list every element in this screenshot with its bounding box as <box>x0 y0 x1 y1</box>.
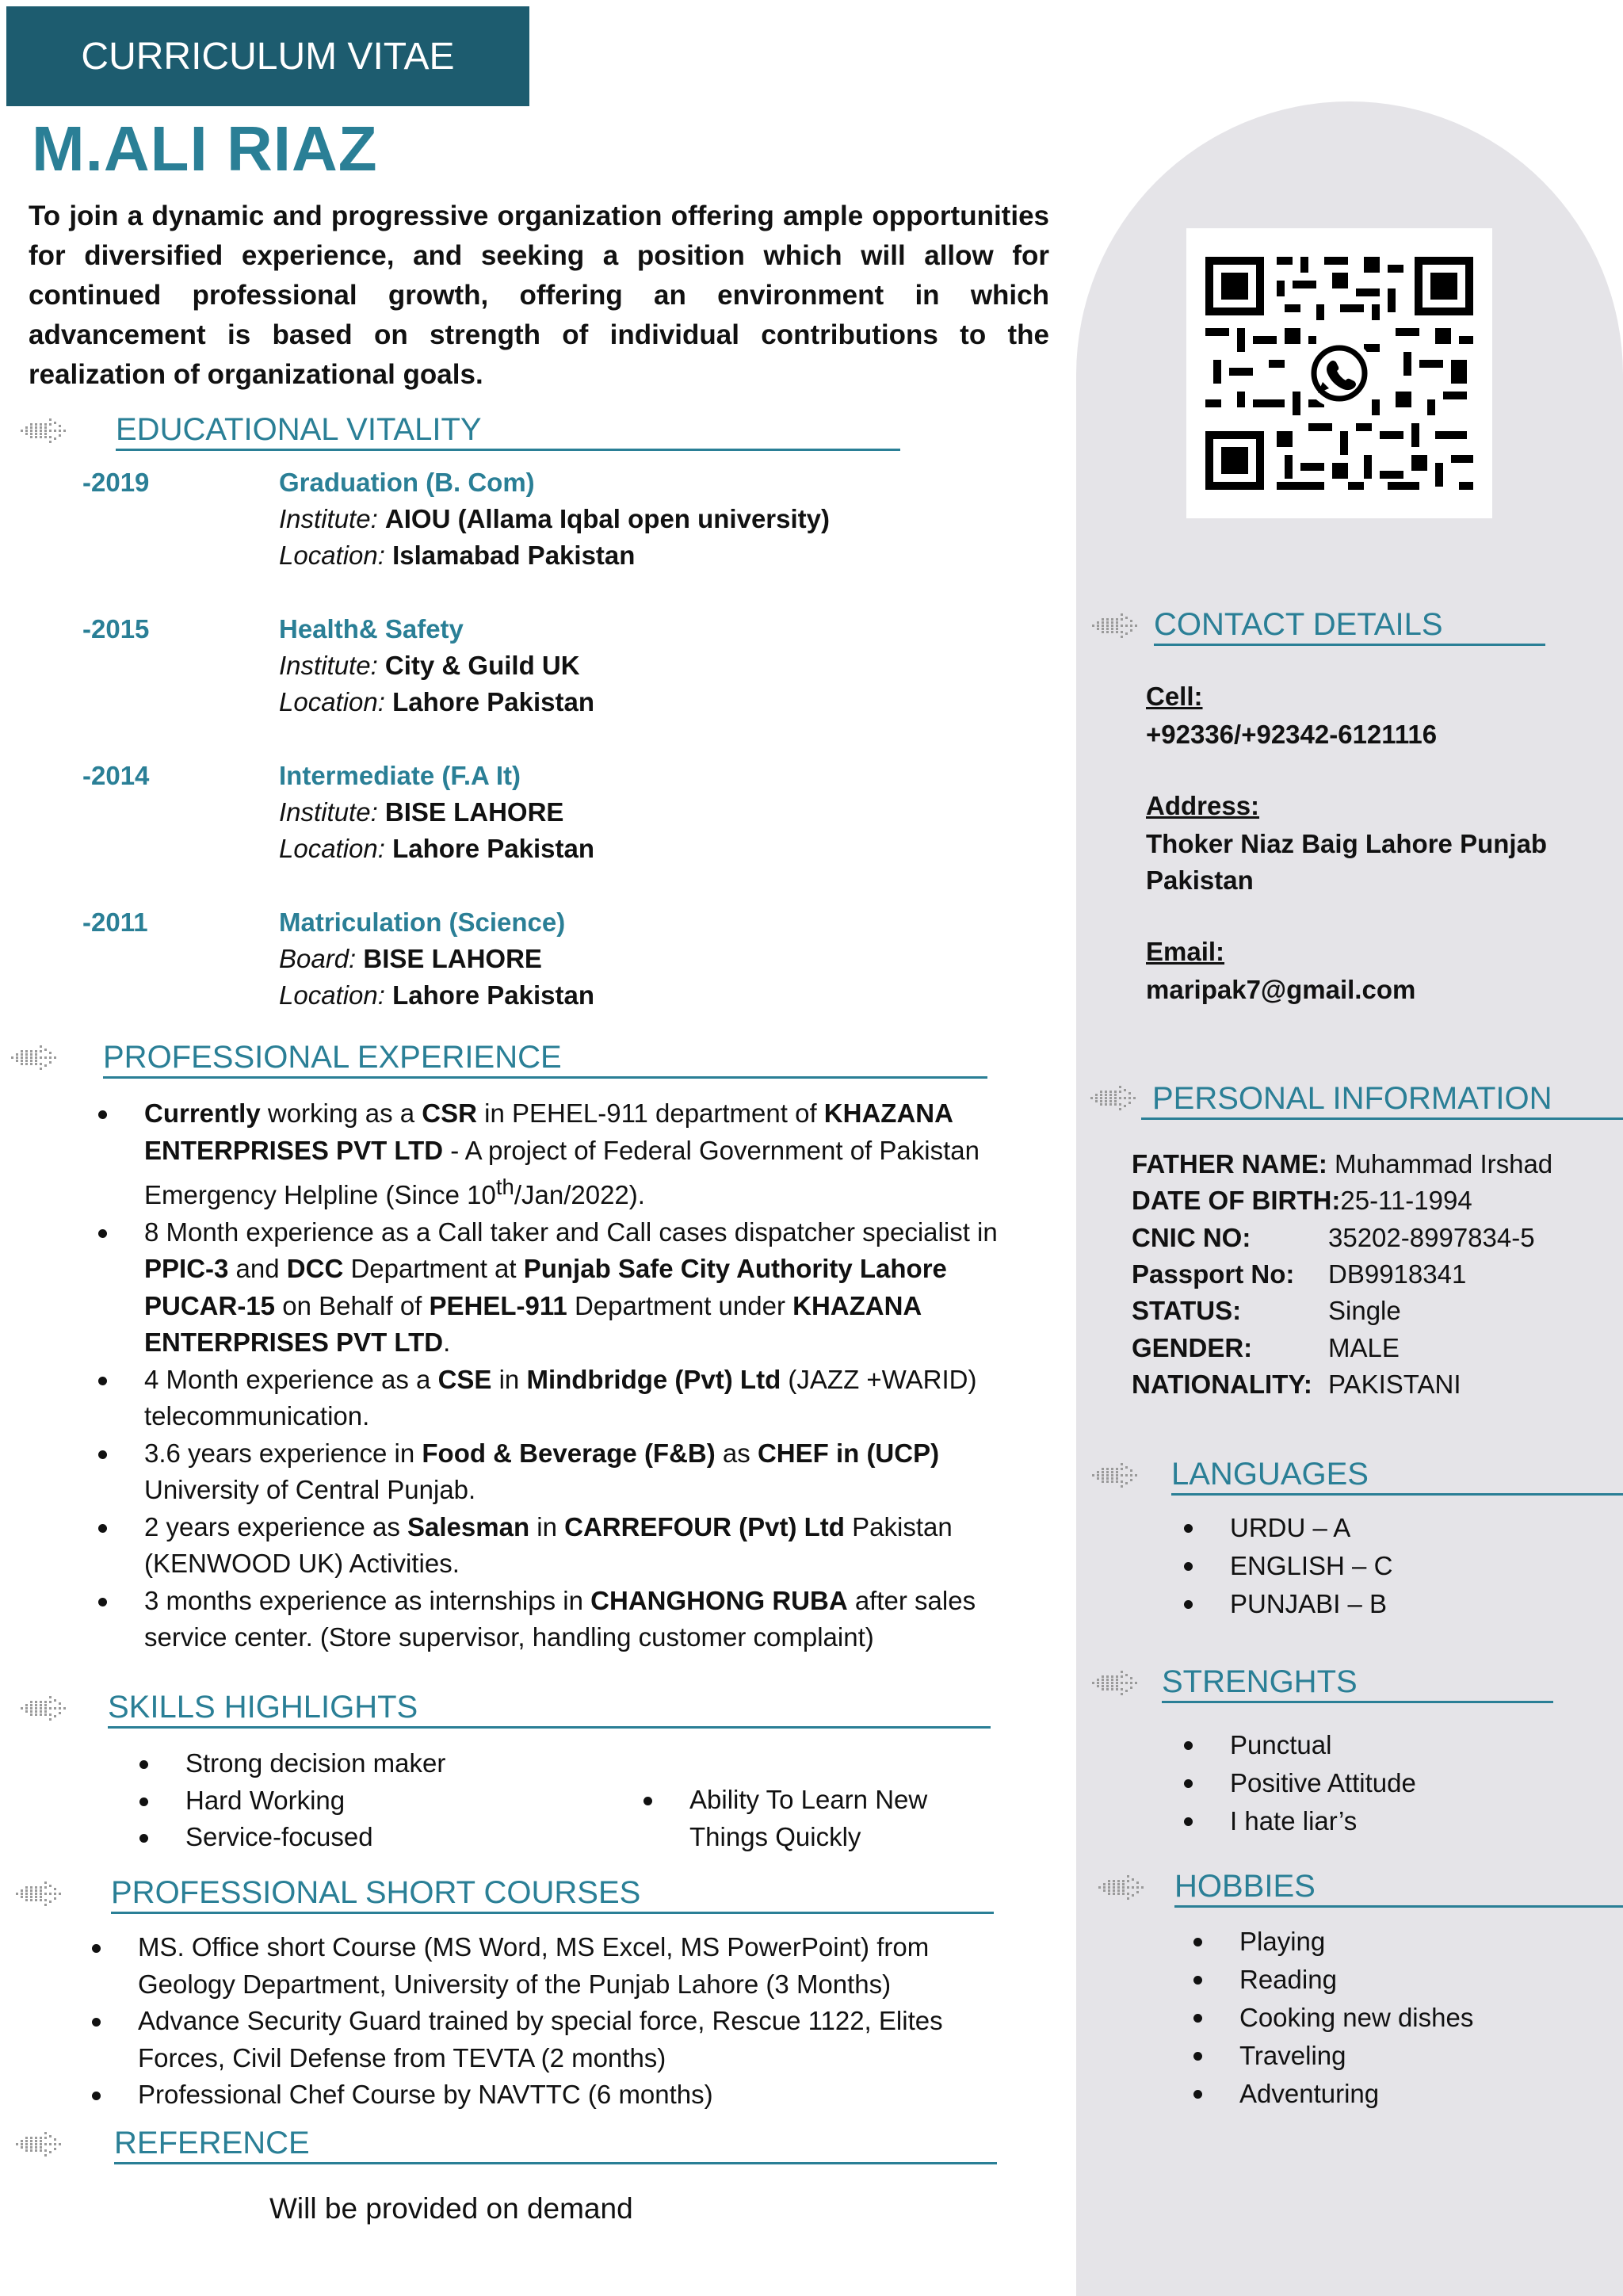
language-item: PUNJABI – B <box>1184 1585 1580 1623</box>
section-rule <box>1141 1117 1623 1120</box>
education-label: Board: <box>279 944 357 973</box>
experience-item: 4 Month experience as a CSE in Mindbridge (Pvt) Ltd (JAZZ +WARID) telecommunication. <box>98 1362 1002 1435</box>
personal-info-value: 35202-8997834-5 <box>1328 1222 1535 1252</box>
contact-heading: CONTACT DETAILS <box>1154 607 1443 642</box>
strengths-list <box>1184 1726 1580 1840</box>
personal-info-value: DB9918341 <box>1328 1259 1467 1289</box>
reference-text: Will be provided on demand <box>269 2192 633 2225</box>
personal-info-key: STATUS: <box>1132 1296 1242 1326</box>
email-label: Email: <box>1146 937 1225 966</box>
strength-item: I hate liar’s <box>1184 1802 1580 1840</box>
education-title: Graduation (B. Com) <box>279 468 535 497</box>
arrow-icon <box>1092 610 1141 645</box>
experience-heading: PROFESSIONAL EXPERIENCE <box>103 1040 562 1075</box>
personal-info-row <box>1132 1370 1461 1406</box>
section-rule <box>114 2162 997 2164</box>
education-value: AIOU (Allama Iqbal open university) <box>384 504 831 533</box>
personal-info-row <box>1132 1259 1466 1296</box>
hobbies-heading: HOBBIES <box>1174 1869 1316 1904</box>
personal-info-key: DATE OF BIRTH: <box>1132 1186 1341 1216</box>
personal-info-value: PAKISTANI <box>1328 1369 1461 1399</box>
personal-info-key: Passport No: <box>1132 1259 1295 1289</box>
strengths-heading: STRENGHTS <box>1162 1664 1358 1699</box>
hobby-item: Reading <box>1193 1961 1590 1999</box>
language-item: URDU – A <box>1184 1509 1580 1547</box>
hobby-item: Adventuring <box>1193 2075 1590 2113</box>
education-year: -2019 <box>82 468 150 497</box>
course-item: Professional Chef Course by NAVTTC (6 months) <box>92 2076 995 2114</box>
skill-item: Hard Working <box>139 1782 583 1820</box>
address-text: Thoker Niaz Baig Lahore Punjab Pakistan <box>1146 829 1548 895</box>
hobby-item: Traveling <box>1193 2037 1590 2075</box>
hobby-item: Playing <box>1193 1923 1590 1961</box>
address-label: Address: <box>1146 791 1260 820</box>
education-value: City & Guild UK <box>384 651 580 680</box>
skills-list-left <box>139 1745 583 1856</box>
section-rule <box>1174 1905 1623 1908</box>
education-value: Lahore Pakistan <box>392 834 595 863</box>
personal-info-value: MALE <box>1328 1332 1400 1362</box>
cell-number: +92336/+92342-6121116 <box>1146 720 1438 749</box>
arrow-icon <box>1090 1083 1140 1117</box>
section-rule <box>1154 644 1545 646</box>
experience-item: 2 years experience as Salesman in CARREFOUR (Pvt) Ltd Pakistan (KENWOOD UK) Activities. <box>98 1509 1002 1583</box>
objective-statement: To join a dynamic and progressive organization offering ample opportunities for diversified experience, and seeking a position which will allow for continued professional growth, offering an environment in which advancement is based on strength of individual contributions to the realization of organizational goals. <box>29 201 1049 390</box>
whatsapp-qr-code-icon <box>1205 257 1473 490</box>
arrow-icon <box>1092 1460 1141 1495</box>
education-label: Institute: <box>279 504 378 533</box>
personal-info-value: Single <box>1328 1296 1401 1326</box>
experience-list <box>98 1095 1002 1656</box>
arrow-icon <box>21 1693 70 1728</box>
arrow-icon <box>11 1042 60 1077</box>
experience-item: 3 months experience as internships in CHANGHONG RUBA after sales service center. (Store supervisor, handling customer complaint) <box>98 1583 1002 1656</box>
education-title: Health& Safety <box>279 614 464 644</box>
section-rule <box>103 1076 987 1079</box>
hobby-item: Cooking new dishes <box>1193 1999 1590 2037</box>
hobbies-list <box>1193 1923 1590 2113</box>
personal-info-value: 25-11-1994 <box>1340 1186 1472 1216</box>
education-heading: EDUCATIONAL VITALITY <box>116 412 482 447</box>
candidate-name: M.ALI RIAZ <box>32 113 378 184</box>
experience-item: Currently working as a CSR in PEHEL-911 department of KHAZANA ENTERPRISES PVT LTD - A project of Federal Government of Pakistan Emergency Helpline (Since 10th/Jan/2022). <box>98 1095 1002 1214</box>
education-label: Location: <box>279 980 385 1010</box>
education-label: Institute: <box>279 651 378 680</box>
language-item: ENGLISH – C <box>1184 1547 1580 1585</box>
education-year: -2015 <box>82 614 150 644</box>
education-value: BISE LAHORE <box>384 797 564 827</box>
education-value: BISE LAHORE <box>363 944 542 973</box>
experience-item: 3.6 years experience in Food & Beverage (F&B) as CHEF in (UCP) University of Central Punjab. <box>98 1435 1002 1509</box>
arrow-icon <box>16 2129 65 2164</box>
education-label: Location: <box>279 687 385 716</box>
personal-info-row <box>1132 1186 1472 1222</box>
personal-info-row <box>1132 1296 1401 1332</box>
personal-info-key: GENDER: <box>1132 1332 1253 1362</box>
section-rule <box>116 449 900 451</box>
skill-item: Strong decision maker <box>139 1745 583 1782</box>
skills-list-right <box>643 1782 976 1855</box>
languages-heading: LANGUAGES <box>1171 1457 1369 1492</box>
education-year: -2014 <box>82 761 150 790</box>
education-value: Lahore Pakistan <box>392 980 595 1010</box>
strength-item: Positive Attitude <box>1184 1764 1580 1802</box>
personal-info-key: CNIC NO: <box>1132 1222 1251 1252</box>
education-value: Islamabad Pakistan <box>392 541 636 570</box>
skill-item: Ability To Learn New Things Quickly <box>643 1782 976 1855</box>
cv-banner: CURRICULUM VITAE <box>6 6 529 106</box>
courses-heading: PROFESSIONAL SHORT COURSES <box>111 1875 641 1910</box>
strength-item: Punctual <box>1184 1726 1580 1764</box>
course-item: Advance Security Guard trained by special force, Rescue 1122, Elites Forces, Civil Defense from TEVTA (2 months) <box>92 2003 995 2076</box>
section-rule <box>1171 1493 1623 1496</box>
languages-list <box>1184 1509 1580 1623</box>
arrow-icon <box>1092 1668 1141 1702</box>
education-title: Matriculation (Science) <box>279 907 566 937</box>
reference-heading: REFERENCE <box>114 2126 310 2160</box>
experience-item: 8 Month experience as a Call taker and Call cases dispatcher specialist in PPIC-3 and DCC Department at Punjab Safe City Authority Lahore PUCAR-15 on Behalf of PEHEL-911 Department under KHAZANA ENTERPRISES PVT LTD. <box>98 1214 1002 1362</box>
personal-info-value: Muhammad Irshad <box>1335 1149 1553 1179</box>
section-rule <box>1162 1701 1553 1703</box>
arrow-icon <box>16 1878 65 1913</box>
skill-item: Service-focused <box>139 1819 583 1856</box>
section-rule <box>111 1912 994 1914</box>
personal-heading: PERSONAL INFORMATION <box>1152 1081 1552 1116</box>
email-address: maripak7@gmail.com <box>1146 975 1416 1004</box>
personal-info-row <box>1132 1149 1552 1186</box>
qr-code <box>1186 228 1492 518</box>
arrow-icon <box>1098 1872 1148 1907</box>
cell-label: Cell: <box>1146 682 1203 711</box>
personal-info-row <box>1132 1223 1535 1259</box>
courses-list <box>92 1929 995 2114</box>
section-rule <box>108 1726 991 1729</box>
personal-info-key: NATIONALITY: <box>1132 1369 1312 1399</box>
education-label: Location: <box>279 541 385 570</box>
education-year: -2011 <box>82 907 148 937</box>
skills-heading: SKILLS HIGHLIGHTS <box>108 1690 418 1725</box>
course-item: MS. Office short Course (MS Word, MS Excel, MS PowerPoint) from Geology Department, University of the Punjab Lahore (3 Months) <box>92 1929 995 2003</box>
education-title: Intermediate (F.A It) <box>279 761 521 790</box>
education-value: Lahore Pakistan <box>392 687 595 716</box>
personal-info-row <box>1132 1333 1400 1370</box>
education-label: Location: <box>279 834 385 863</box>
education-label: Institute: <box>279 797 378 827</box>
personal-info-key: FATHER NAME: <box>1132 1149 1327 1179</box>
arrow-icon <box>21 415 70 450</box>
